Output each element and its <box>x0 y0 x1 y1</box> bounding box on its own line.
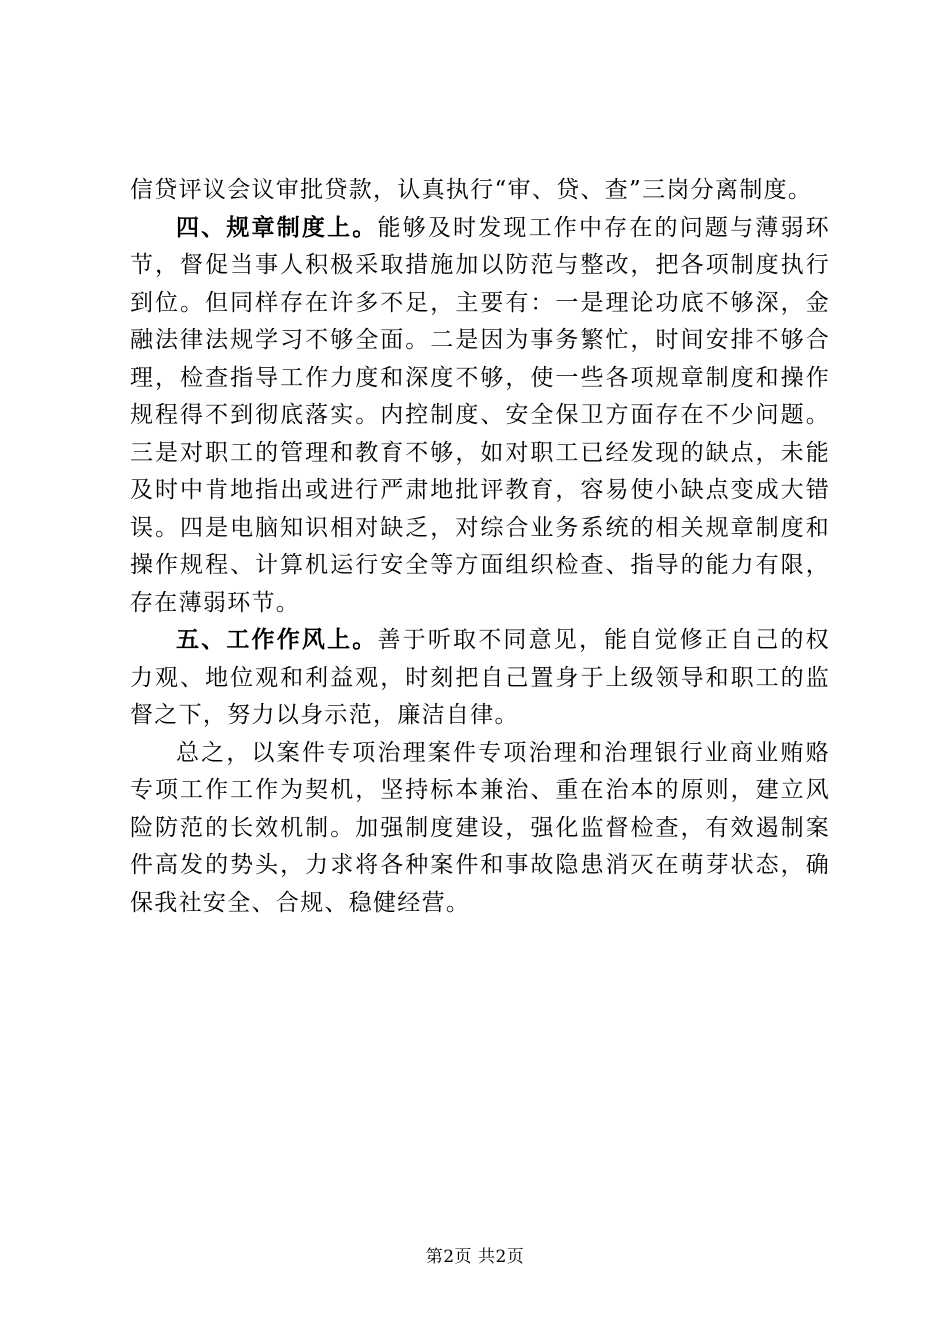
document-body <box>130 172 830 922</box>
paragraph-text: 能够及时发现工作中存在的问题与薄弱环节，督促当事人积极采取措施加以防范与整改，把各项制度执行到位。但同样存在许多不足，主要有：一是理论功底不够深，金融法律法规学习不够全面。二是因为事务繁忙，时间安排不够合理，检查指导工作力度和深度不够，使一些各项规章制度和操作规程得不到彻底落实。内控制度、安全保卫方面存在不少问题。三是对职工的管理和教育不够，如对职工已经发现的缺点，未能及时中肯地指出或进行严肃地批评教育，容易使小缺点变成大错误。四是电脑知识相对缺乏，对综合业务系统的相关规章制度和操作规程、计算机运行安全等方面组织检查、指导的能力有限，存在薄弱环节。 <box>130 214 830 616</box>
paragraph-work-style <box>130 622 830 735</box>
paragraph-regulations <box>130 210 830 623</box>
paragraph-text: 善于听取不同意见，能自觉修正自己的权力观、地位观和利益观，时刻把自己置身于上级领导和职工的监督之下，努力以身示范，廉洁自律。 <box>130 627 830 728</box>
page-footer <box>0 1242 950 1267</box>
section-heading-work-style: 五、工作作风上。 <box>176 627 378 653</box>
paragraph-text: 信贷评议会议审批贷款，认真执行“审、贷、查”三岗分离制度。 <box>130 177 813 203</box>
paragraph-text: 总之，以案件专项治理案件专项治理和治理银行业商业贿赂专项工作工作为契机，坚持标本兼治、重在治本的原则，建立风险防范的长效机制。加强制度建设，强化监督检查，有效遏制案件高发的势头，力求将各种案件和事故隐患消灭在萌芽状态，确保我社安全、合规、稳健经营。 <box>130 739 830 916</box>
page-number: 第2页 共2页 <box>425 1247 525 1267</box>
paragraph-summary <box>130 735 830 923</box>
section-heading-regulations: 四、规章制度上。 <box>176 214 378 241</box>
paragraph-continuation <box>130 172 830 210</box>
